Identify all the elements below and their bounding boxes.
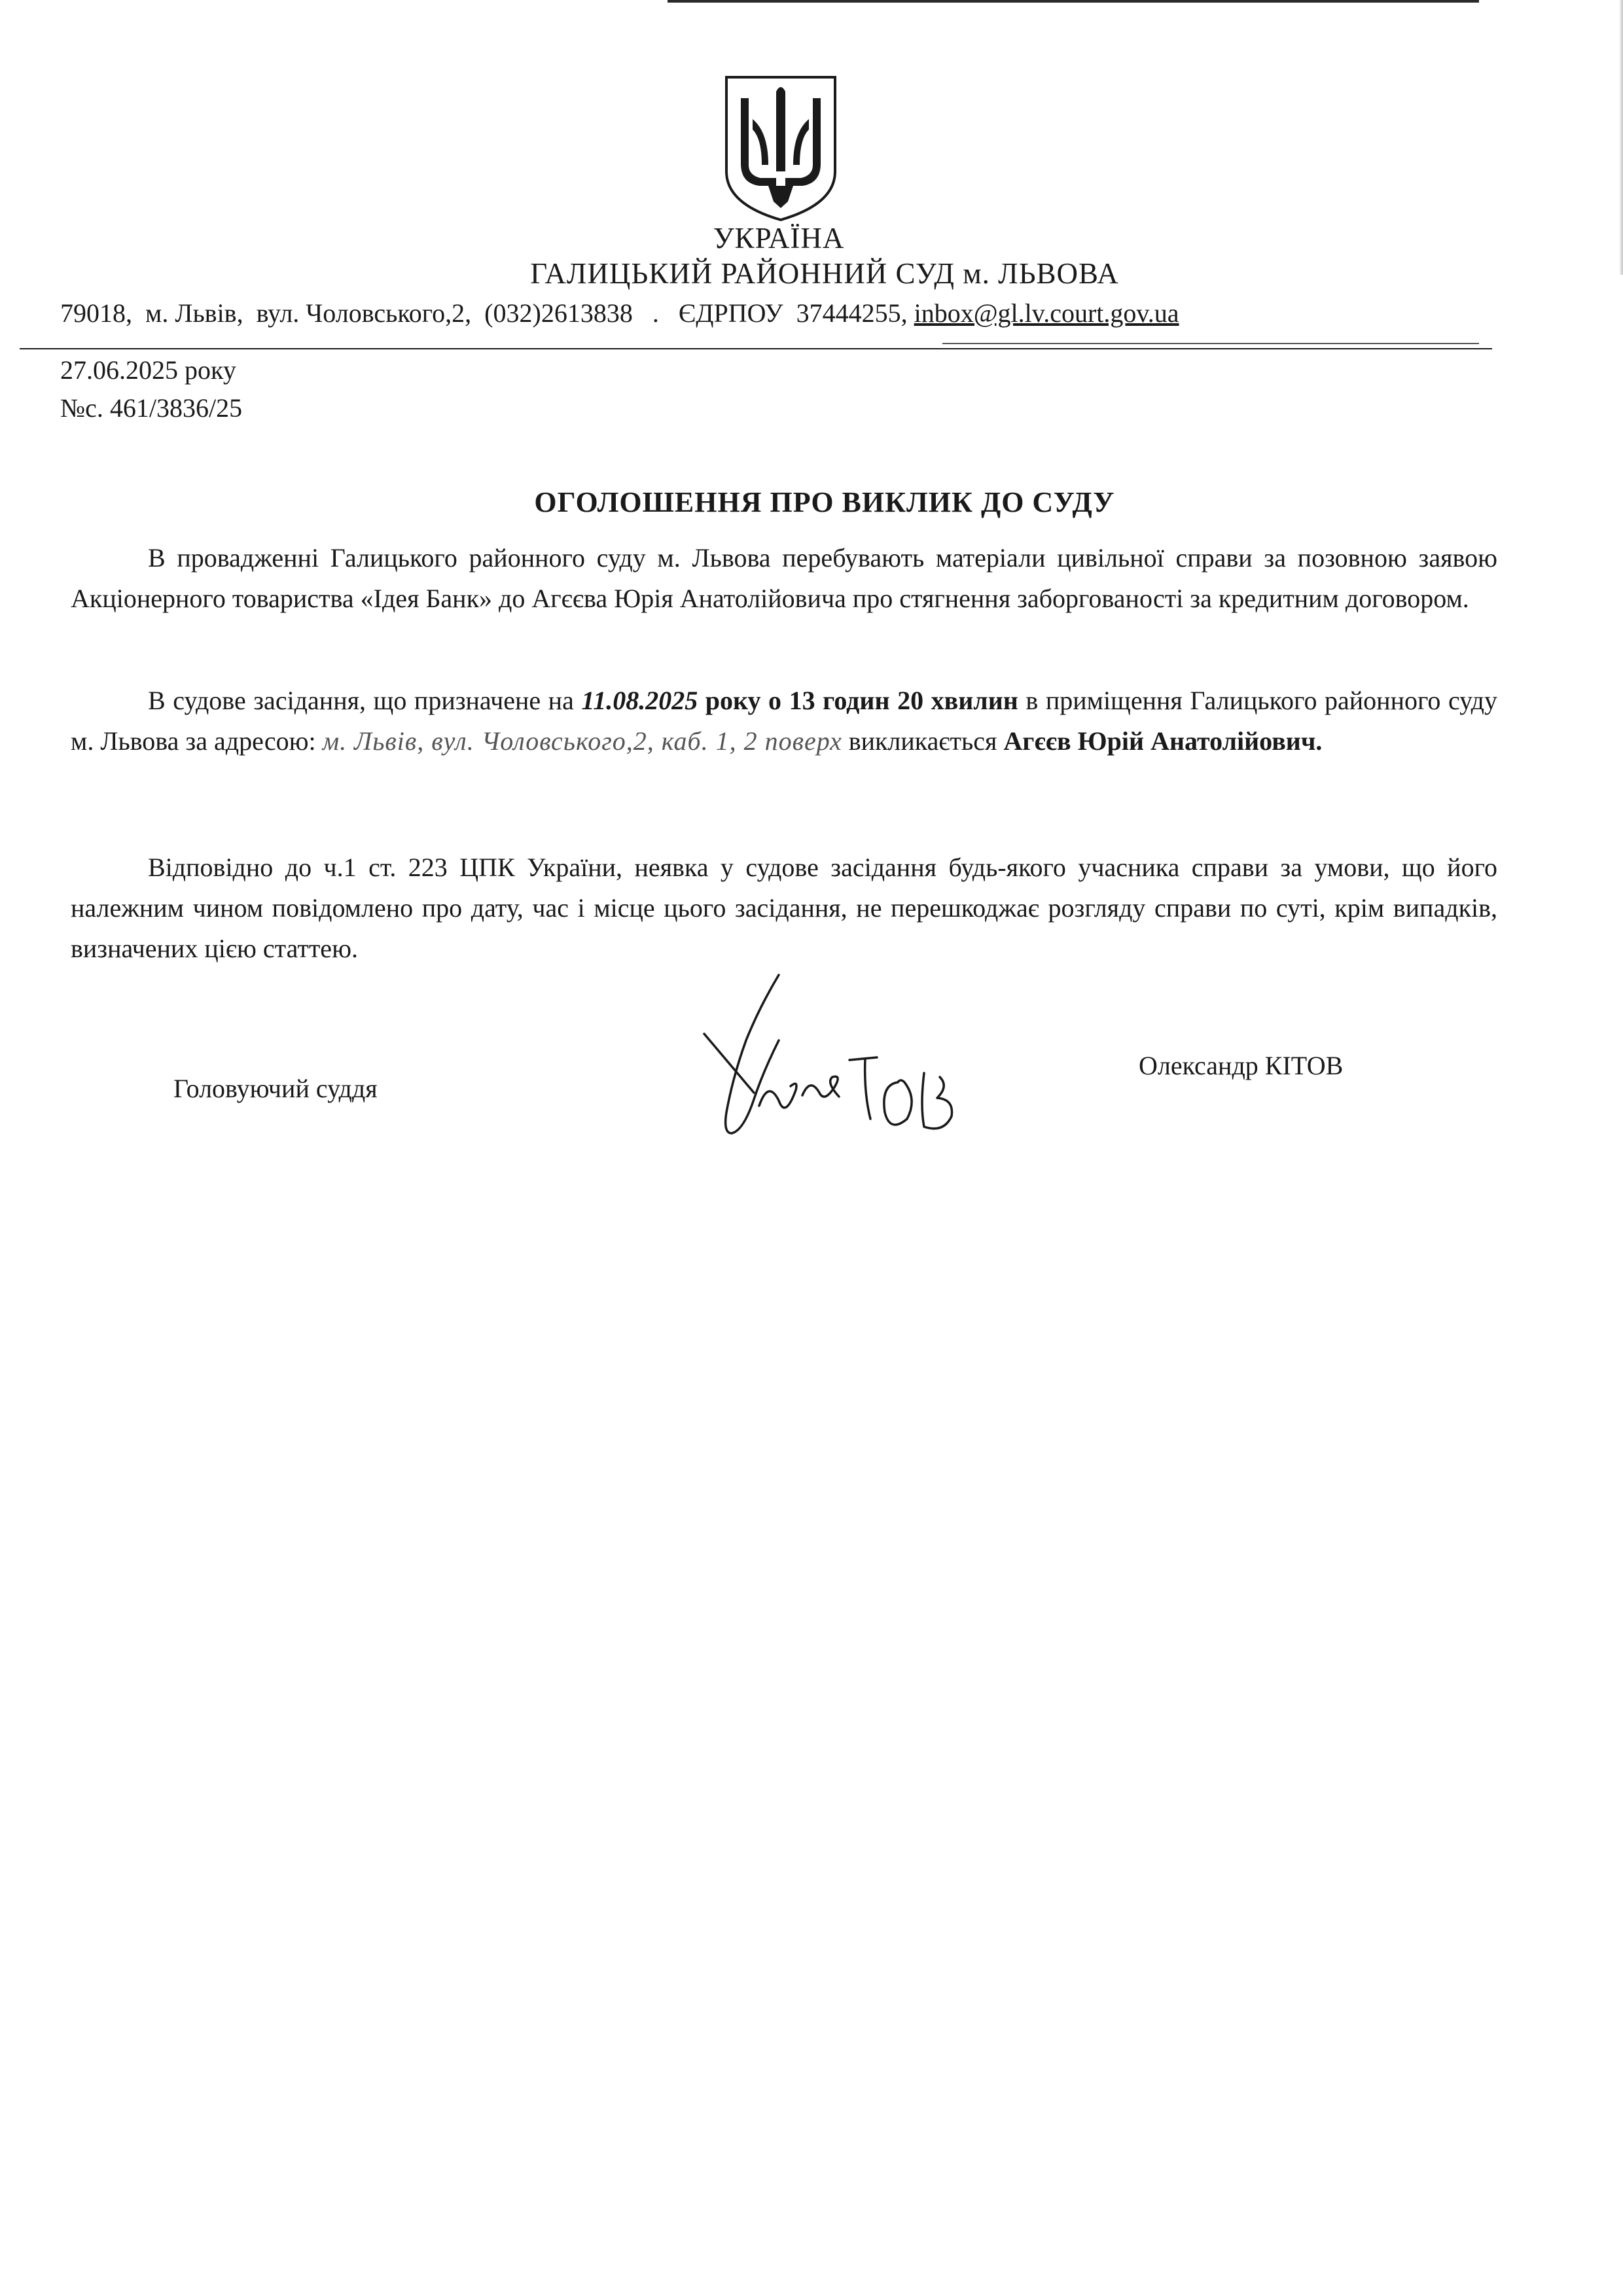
header-country: УКРАЇНА [713, 222, 845, 255]
paragraph-1-text: В провадженні Галицького районного суду м. Львова перебувають матеріали цивільної справи за позовною заявою Акціонерного товариства «Ідея Банк» до Агєєва Юрія Анатолійовича про стягнення заборгованості за кредитним договором. [71, 543, 1497, 613]
coat-of-arms-icon [722, 73, 839, 222]
paragraph-hearing-summons [71, 680, 1497, 762]
court-address: 79018, м. Львів, вул. Чоловського,2, (032)2613838 . ЄДРПОУ 37444255, [60, 298, 908, 328]
header-divider-upper [942, 343, 1479, 344]
handwritten-signature [681, 962, 1021, 1158]
case-number: №с. 461/3836/25 [60, 393, 243, 423]
judge-role: Головуючий суддя [173, 1074, 378, 1103]
header-divider [20, 348, 1492, 349]
scan-artifact-right-edge [1619, 0, 1623, 275]
summoned-person: Агєєв Юрій Анатолійович. [1003, 726, 1323, 756]
hearing-place-text: в приміщення Галицького районного суду м. Львова за адресою: [71, 686, 1497, 756]
hearing-time: року о 13 годин 20 хвилин [698, 686, 1018, 715]
scan-artifact-top-line [668, 0, 1479, 3]
header-address-line [60, 298, 1500, 328]
court-email-link[interactable]: inbox@gl.lv.court.gov.ua [914, 298, 1179, 328]
header-court-name: ГАЛИЦЬКИЙ РАЙОННИЙ СУД м. ЛЬВОВА [530, 257, 1119, 290]
hearing-date: 11.08.2025 [581, 686, 698, 715]
document-title: ОГОЛОШЕННЯ ПРО ВИКЛИК ДО СУДУ [534, 486, 1115, 518]
paragraph-legal-notice [71, 847, 1497, 969]
hearing-call-text: викликається [842, 726, 1004, 756]
hearing-address: м. Львів, вул. Чоловського,2, каб. 1, 2 поверх [322, 726, 842, 756]
hearing-lead-text: В судове засідання, що призначене на [148, 686, 582, 715]
document-date: 27.06.2025 року [60, 355, 236, 385]
judge-name: Олександр КІТОВ [1139, 1051, 1344, 1080]
paragraph-case-description [71, 538, 1497, 619]
paragraph-3-text: Відповідно до ч.1 ст. 223 ЦПК України, неявка у судове засідання будь-якого учасника справи за умови, що його належним чином повідомлено про дату, час і місце цього засідання, не перешкоджає розгляду справи по суті, крім випадків, визначених цією статтею. [71, 853, 1497, 963]
